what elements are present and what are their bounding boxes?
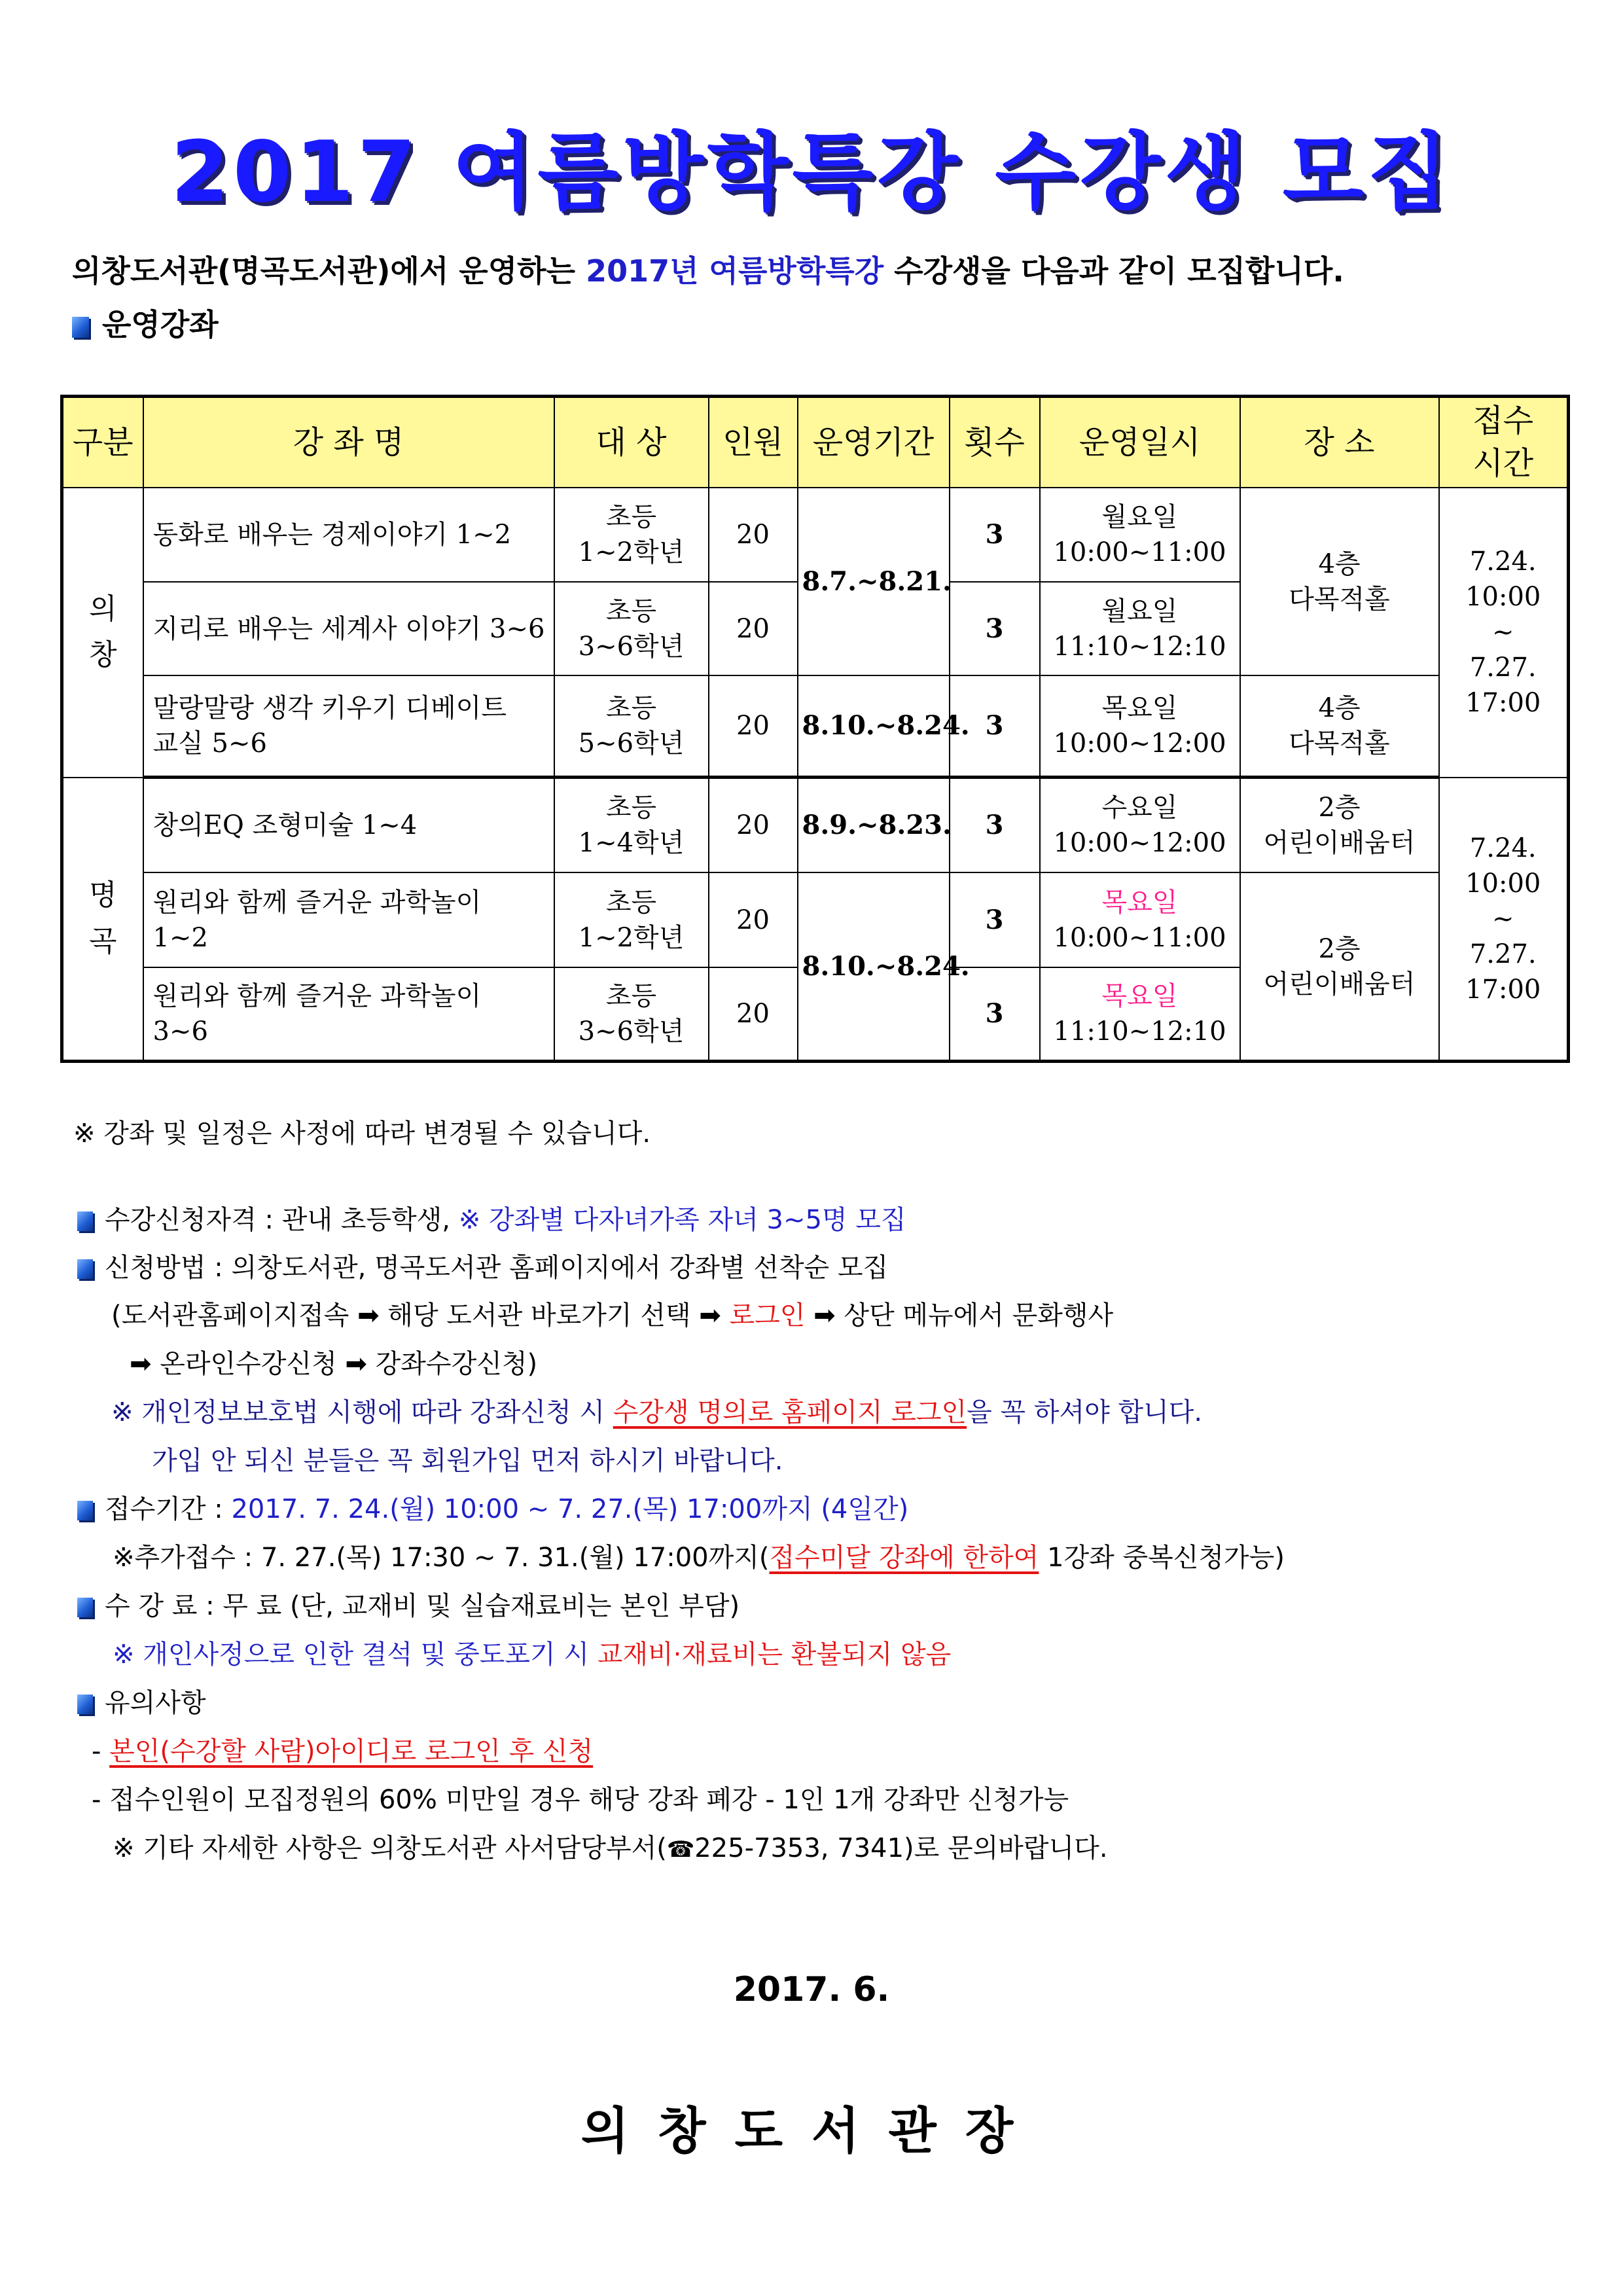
section-heading-label: 운영강좌 (102, 307, 219, 342)
fee-note: ※ 개인사정으로 인한 결석 및 중도포기 시 교재비·재료비는 환불되지 않음 (113, 1640, 952, 1670)
reception-time: 7.24. 10:00 ~ 7.27. 17:00 (1439, 778, 1569, 1062)
table-row (62, 778, 1569, 873)
intro-part1: 의창도서관(명곡도서관)에서 운영하는 (72, 253, 576, 289)
course-period: 8.10.~8.24. (798, 872, 950, 1062)
course-target: 초등 1~2학년 (554, 488, 709, 582)
intro-part3: 수강생을 다음과 같이 모집합니다. (894, 253, 1344, 289)
course-name: 원리와 함께 즐거운 과학놀이 3~6 (143, 967, 554, 1062)
table-header-row (62, 397, 1569, 488)
course-target: 초등 5~6학년 (554, 675, 709, 778)
privacy-notice-cont: 가입 안 되신 분들은 꼭 회원가입 먼저 하시기 바랍니다. (152, 1446, 783, 1476)
course-count: 20 (709, 582, 798, 675)
method-line: 신청방법 : 의창도서관, 명곡도서관 홈페이지에서 강좌별 선착순 모집 (77, 1247, 888, 1284)
course-times: 3 (950, 872, 1040, 967)
course-target: 초등 1~2학년 (554, 872, 709, 967)
course-count: 20 (709, 778, 798, 873)
header-period: 운영기간 (798, 397, 950, 488)
course-times: 3 (950, 967, 1040, 1062)
header-count: 인원 (709, 397, 798, 488)
caution-heading: 유의사항 (77, 1682, 206, 1719)
table-row (62, 675, 1569, 778)
header-reception: 접수 시간 (1439, 397, 1569, 488)
privacy-notice: ※ 개인정보보호법 시행에 따라 강좌신청 시 수강생 명의로 홈페이지 로그인을 꼭 하셔야 합니다. (111, 1397, 1203, 1427)
course-count: 20 (709, 675, 798, 778)
course-times: 3 (950, 582, 1040, 675)
group-label: 명 곡 (62, 778, 143, 1062)
course-count: 20 (709, 872, 798, 967)
method-steps-cont: ➡ 온라인수강신청 ➡ 강좌수강신청) (130, 1349, 538, 1379)
reception-time: 7.24. 10:00 ~ 7.27. 17:00 (1439, 488, 1569, 778)
intro-text (72, 247, 1344, 291)
course-period: 8.7.~8.21. (798, 488, 950, 675)
course-name: 지리로 배우는 세계사 이야기 3~6 (143, 582, 554, 675)
course-place: 4층 다목적홀 (1240, 488, 1439, 675)
group-label: 의 창 (62, 488, 143, 778)
table-row (62, 488, 1569, 582)
course-target: 초등 3~6학년 (554, 967, 709, 1062)
square-bullet-icon (77, 1695, 93, 1714)
contact-line: ※ 기타 자세한 사항은 의창도서관 사서담당부서(☎225-7353, 7341)로 문의바랍니다. (113, 1833, 1108, 1863)
course-name: 창의EQ 조형미술 1~4 (143, 778, 554, 873)
fee-line: 수 강 료 : 무 료 (단, 교재비 및 실습재료비는 본인 부담) (77, 1585, 740, 1623)
square-bullet-icon (77, 1598, 93, 1617)
course-schedule: 목요일 11:10~12:10 (1040, 967, 1240, 1062)
course-schedule: 수요일 10:00~12:00 (1040, 778, 1240, 873)
course-schedule: 월요일 10:00~11:00 (1040, 488, 1240, 582)
period-line: 접수기간 : 2017. 7. 24.(월) 10:00 ~ 7. 27.(목) 17:00까지 (4일간) (77, 1488, 908, 1526)
caution-2: - 접수인원이 모집정원의 60% 미만일 경우 해당 강좌 폐강 - 1인 1개 강좌만 신청가능 (92, 1785, 1069, 1815)
header-place: 장 소 (1240, 397, 1439, 488)
table-row (62, 872, 1569, 967)
course-target: 초등 3~6학년 (554, 582, 709, 675)
course-schedule: 목요일 10:00~11:00 (1040, 872, 1240, 967)
course-count: 20 (709, 488, 798, 582)
method-steps: (도서관홈페이지접속 ➡ 해당 도서관 바로가기 선택 ➡ 로그인 ➡ 상단 메뉴에서 문화행사 (111, 1300, 1114, 1331)
square-bullet-icon (77, 1211, 93, 1231)
course-table (60, 395, 1570, 1063)
course-times: 3 (950, 778, 1040, 873)
course-schedule: 목요일 10:00~12:00 (1040, 675, 1240, 778)
caution-1: - 본인(수강할 사람)아이디로 로그인 후 신청 (92, 1736, 594, 1767)
course-times: 3 (950, 488, 1040, 582)
schedule-change-notice: ※ 강좌 및 일정은 사정에 따라 변경될 수 있습니다. (73, 1119, 651, 1149)
square-bullet-icon (77, 1259, 93, 1279)
intro-part2: 2017년 여름방학특강 (586, 253, 884, 289)
course-count: 20 (709, 967, 798, 1062)
issue-date: 2017. 6. (733, 1970, 890, 2009)
course-period: 8.10.~8.24. (798, 675, 950, 778)
header-schedule: 운영일시 (1040, 397, 1240, 488)
extra-reception-line: ※추가접수 : 7. 27.(목) 17:30 ~ 7. 31.(월) 17:00까지(접수미달 강좌에 한하여 1강좌 중복신청가능) (113, 1543, 1285, 1573)
square-bullet-icon (77, 1501, 93, 1520)
course-times: 3 (950, 675, 1040, 778)
course-name: 말랑말랑 생각 키우기 디베이트 교실 5~6 (143, 675, 554, 778)
header-name: 강 좌 명 (143, 397, 554, 488)
course-name: 원리와 함께 즐거운 과학놀이 1~2 (143, 872, 554, 967)
signature: 의창도서관장 (580, 2102, 1043, 2160)
page-title: 2017 여름방학특강 수강생 모집 (170, 124, 1453, 221)
course-target: 초등 1~4학년 (554, 778, 709, 873)
course-name: 동화로 배우는 경제이야기 1~2 (143, 488, 554, 582)
course-place: 2층 어린이배움터 (1240, 778, 1439, 873)
course-schedule: 월요일 11:10~12:10 (1040, 582, 1240, 675)
course-place: 2층 어린이배움터 (1240, 872, 1439, 1062)
eligibility-line: 수강신청자격 : 관내 초등학생, ※ 강좌별 다자녀가족 자녀 3~5명 모집 (77, 1199, 906, 1236)
header-group: 구분 (62, 397, 143, 488)
course-place: 4층 다목적홀 (1240, 675, 1439, 778)
header-target: 대 상 (554, 397, 709, 488)
phone-icon: ☎ (666, 1837, 695, 1863)
course-period: 8.9.~8.23. (798, 778, 950, 873)
header-times: 횟수 (950, 397, 1040, 488)
section-heading (72, 301, 219, 344)
square-bullet-icon (72, 317, 89, 338)
